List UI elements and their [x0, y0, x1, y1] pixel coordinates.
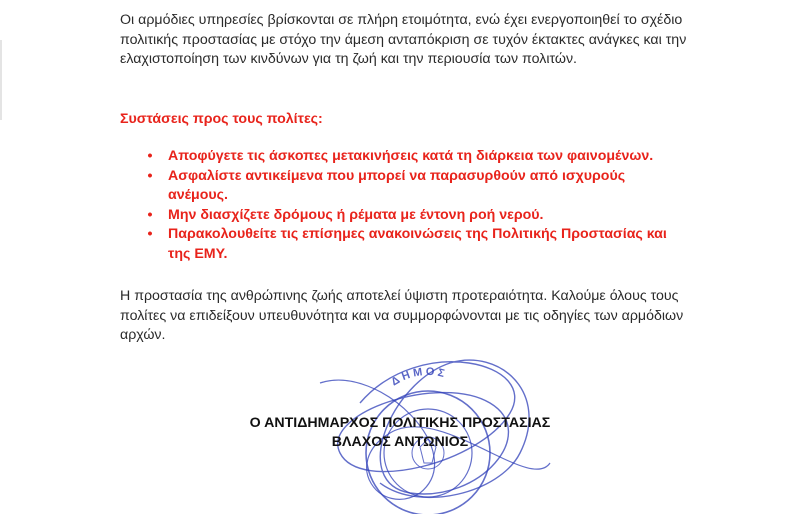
bullet-icon: •	[147, 167, 153, 184]
recommendation-text: Παρακολουθείτε τις επίσημες ανακοινώσεις της Πολιτικής Προστασίας και της ΕΜΥ.	[168, 226, 667, 262]
recommendation-item	[144, 225, 684, 264]
signatory-name: ΒΛΑΧΟΣ ΑΝΤΩΝΙΟΣ	[331, 434, 469, 450]
bullet-icon: •	[147, 226, 153, 242]
recommendation-text: Ασφαλίστε αντικείμενα που μπορεί να παρασυρθούν από ισχυρούς ανέμους.	[168, 167, 626, 203]
page-edge-mark	[0, 40, 16, 120]
recommendation-item	[144, 167, 684, 206]
recommendation-item	[144, 147, 684, 167]
recommendation-text: Αποφύγετε τις άσκοπες μετακινήσεις κατά τη διάρκεια των φαινομένων.	[168, 148, 654, 164]
bullet-icon: •	[147, 148, 153, 164]
bullet-icon: •	[147, 206, 153, 223]
recommendations-list	[144, 147, 684, 264]
intro-paragraph: Οι αρμόδιες υπηρεσίες βρίσκονται σε πλήρη ετοιμότητα, ενώ έχει ενεργοποιηθεί το σχέδιο πολιτικής προστασίας με στόχο την άμεση ανταπόκριση σε τυχόν έκτακτες ανάγκες και την ελαχιστοποίηση των κινδύνων για τη ζωή και την περιουσία των πολιτών.	[120, 12, 687, 67]
recommendation-item	[144, 206, 684, 226]
closing-paragraph: Η προστασία της ανθρώπινης ζωής αποτελεί ύψιστη προτεραιότητα. Καλούμε όλους τους πολίτες να επιδείξουν υπευθυνότητα και να συμμορφώνονται με τις οδηγίες των αρμόδιων αρχών.	[120, 288, 684, 343]
stamp-text: ΔΗΜΟΣ	[389, 365, 449, 389]
recommendation-text: Μην διασχίζετε δρόμους ή ρέματα με έντονη ροή νερού.	[168, 206, 544, 223]
signatory-title: Ο ΑΝΤΙΔΗΜΑΡΧΟΣ ΠΟΛΙΤΙΚΗΣ ΠΡΟΣΤΑΣΙΑΣ	[249, 415, 551, 431]
svg-text:ΔΗΜΟΣ	[389, 366, 448, 389]
recommendations-heading: Συστάσεις προς τους πολίτες:	[120, 111, 323, 127]
